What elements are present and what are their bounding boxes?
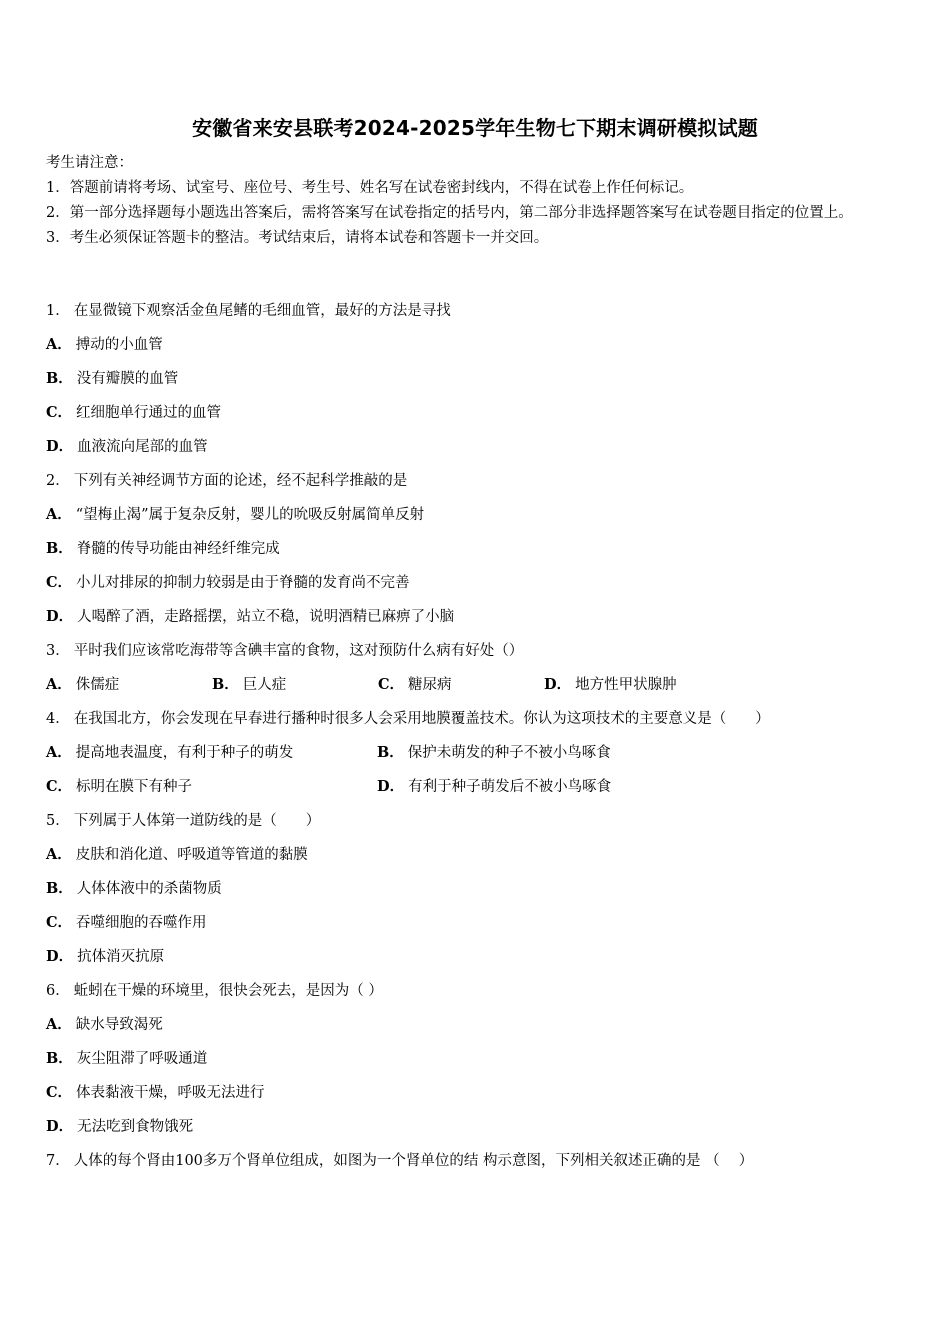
answer-option [46, 502, 906, 536]
option-key: D． [377, 778, 405, 795]
answer-option [46, 1080, 906, 1114]
question-number: 6． [46, 983, 70, 999]
option-key: D． [46, 948, 74, 965]
option-text: “望梅止渴”属于复杂反射，婴儿的吮吸反射属简单反射 [75, 507, 425, 523]
answer-option [46, 876, 906, 910]
answer-option-row [46, 740, 906, 774]
option-key: B． [46, 880, 73, 897]
option-text: 人喝醉了酒，走路摇摆，站立不稳，说明酒精已麻痹了小脑 [77, 609, 455, 625]
answer-option [46, 332, 906, 366]
answer-option [544, 672, 677, 706]
option-key: C． [378, 676, 405, 693]
notice-section [46, 151, 898, 251]
option-text: 血液流向尾部的血管 [77, 439, 208, 455]
option-key: A． [46, 506, 72, 523]
option-key: A． [46, 676, 72, 693]
option-key: D． [46, 438, 74, 455]
option-text: 提高地表温度，有利于种子的萌发 [75, 745, 294, 761]
option-text: 标明在膜下有种子 [76, 779, 193, 795]
option-key: C． [46, 914, 73, 931]
answer-option [46, 604, 906, 638]
answer-option [46, 1114, 906, 1148]
answer-option [377, 774, 611, 808]
option-key: B． [46, 370, 73, 387]
answer-option [46, 366, 906, 400]
answer-option [46, 672, 212, 706]
option-key: D． [544, 676, 572, 693]
option-key: C． [46, 1084, 73, 1101]
question-stem [46, 706, 906, 740]
option-text: 缺水导致渴死 [75, 1017, 163, 1033]
question-text: 下列属于人体第一道防线的是（ ） [73, 813, 321, 829]
question-stem [46, 978, 906, 1012]
option-text: 巨人症 [242, 677, 287, 693]
option-key: D． [46, 1118, 74, 1135]
option-text: 糖尿病 [408, 677, 452, 693]
question-text: 平时我们应该常吃海带等含碘丰富的食物，这对预防什么病有好处（） [73, 643, 524, 659]
option-text: 没有瓣膜的血管 [76, 371, 179, 387]
option-key: A． [46, 846, 72, 863]
question-text: 人体的每个肾由100多万个肾单位组成，如图为一个肾单位的结 构示意图，下列相关叙述正确的是 （ ） [73, 1153, 754, 1169]
question-number: 7． [46, 1153, 70, 1169]
page-title: 安徽省来安县联考2024-2025学年生物七下期末调研模拟试题 [192, 116, 758, 140]
answer-option-row [46, 672, 906, 706]
option-text: 保护未萌发的种子不被小鸟啄食 [407, 745, 611, 761]
option-text: 抗体消灭抗原 [77, 949, 165, 965]
option-text: 无法吃到食物饿死 [77, 1119, 194, 1135]
answer-option [46, 570, 906, 604]
question-stem [46, 808, 906, 842]
question-number: 4． [46, 711, 70, 727]
question-text: 在我国北方，你会发现在早春进行播种时很多人会采用地膜覆盖技术。你认为这项技术的主要意义是（ ） [73, 711, 770, 727]
option-key: C． [46, 574, 73, 591]
option-text: 红细胞单行通过的血管 [76, 405, 222, 421]
question-stem [46, 298, 906, 332]
answer-option [46, 740, 377, 774]
option-text: 灰尘阻滞了呼吸通道 [76, 1051, 208, 1067]
option-text: 搏动的小血管 [75, 337, 163, 353]
answer-option [377, 740, 611, 774]
option-text: 皮肤和消化道、呼吸道等管道的黏膜 [75, 847, 308, 863]
answer-option [46, 774, 377, 808]
answer-option [46, 434, 906, 468]
answer-option [46, 842, 906, 876]
option-key: C． [46, 404, 73, 421]
option-text: 脊髓的传导功能由神经纤维完成 [76, 541, 280, 557]
question-text: 下列有关神经调节方面的论述，经不起科学推敲的是 [73, 473, 408, 489]
notice-heading: 考生请注意： [46, 155, 133, 171]
answer-option [46, 536, 906, 570]
notice-item: 2．第一部分选择题每小题选出答案后，需将答案写在试卷指定的括号内，第二部分非选择题答案写在试卷题目指定的位置上。 [46, 205, 853, 221]
option-key: B． [212, 676, 239, 693]
answer-option [378, 672, 544, 706]
question-number: 1． [46, 303, 70, 319]
option-text: 地方性甲状腺肿 [575, 677, 677, 693]
answer-option [46, 1012, 906, 1046]
option-key: A． [46, 336, 72, 353]
option-text: 人体体液中的杀菌物质 [76, 881, 222, 897]
question-number: 3． [46, 643, 70, 659]
question-stem [46, 468, 906, 502]
option-key: D． [46, 608, 74, 625]
option-key: C． [46, 778, 73, 795]
question-number: 2． [46, 473, 70, 489]
answer-option-row [46, 774, 906, 808]
question-list [46, 298, 906, 1182]
option-text: 小儿对排尿的抑制力较弱是由于脊髓的发育尚不完善 [76, 575, 410, 591]
option-key: B． [46, 1050, 73, 1067]
option-text: 侏儒症 [75, 677, 120, 693]
notice-item: 1．答题前请将考场、试室号、座位号、考生号、姓名写在试卷密封线内，不得在试卷上作任何标记。 [46, 180, 694, 196]
notice-item: 3．考生必须保证答题卡的整洁。考试结束后，请将本试卷和答题卡一并交回。 [46, 230, 549, 246]
answer-option [46, 1046, 906, 1080]
option-key: A． [46, 744, 72, 761]
option-key: B． [377, 744, 404, 761]
answer-option [46, 400, 906, 434]
answer-option [46, 910, 906, 944]
answer-option [212, 672, 378, 706]
option-key: A． [46, 1016, 72, 1033]
question-number: 5． [46, 813, 70, 829]
question-stem [46, 638, 906, 672]
option-text: 有利于种子萌发后不被小鸟啄食 [408, 779, 612, 795]
option-text: 体表黏液干燥，呼吸无法进行 [76, 1085, 265, 1101]
question-text: 在显微镜下观察活金鱼尾鳍的毛细血管，最好的方法是寻找 [73, 303, 451, 319]
question-stem [46, 1148, 906, 1182]
question-text: 蚯蚓在干燥的环境里，很快会死去，是因为（ ） [73, 983, 383, 999]
option-key: B． [46, 540, 73, 557]
option-text: 吞噬细胞的吞噬作用 [76, 915, 207, 931]
answer-option [46, 944, 906, 978]
